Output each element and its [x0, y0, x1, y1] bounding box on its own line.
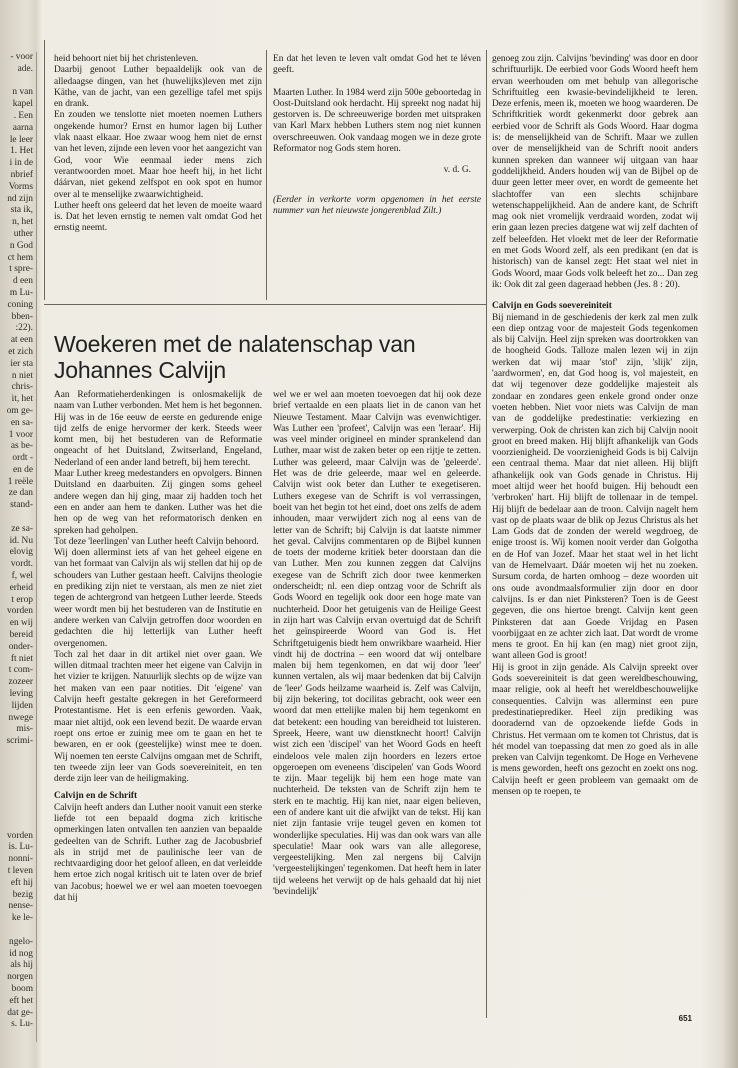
paragraph: Wij doen allerminst iets af van het geheel eigene en van het formaat van Calvijn als wij stellen dat hij op de schouders van Luther gestaan heeft. Calvijns theologie en prediking zijn niet te verstaan, als men ze niet ziet tegen de achtergrond van hetgeen Luther leerde. Steeds weer wordt men bij het bestuderen van de Institutie en andere werken van Calvijn getroffen door woorden en gedachten die hij letterlijk van Luther heeft overgenomen.: [54, 548, 262, 649]
edge-fragment: nonni-: [8, 854, 33, 865]
paragraph: Aan Reformatieherdenkingen is onlosmakelijk de naam van Luther verbonden. Met hem is het begonnen. Hij was in de 16e eeuw de eerste en gedurende enige tijd zelfs de enige hervormer der kerk. Steeds weer komt men, bij het bestuderen van de Reformatie ongeacht of het Duitsland, Zwitserland, Engeland, Nederland of een ander land betreft, bij hem terecht.: [54, 390, 262, 468]
source-note: (Eerder in verkorte vorm opgenomen in het eerste nummer van het nieuwste jongerenblad Zilt.): [273, 194, 481, 216]
edge-fragment: [0, 819, 36, 831]
edge-fragment: [0, 807, 36, 819]
column-rule-2: [486, 50, 487, 1018]
edge-fragment: ze sa-: [11, 523, 33, 534]
paragraph: Hij is groot in zijn genáde. Als Calvijn spreekt over Gods soevereiniteit is dat geen wereldbeschouwing, maar religie, ook al heeft het wereldbeschouwelijke consequenties. Calvijn was allerminst een pure predestinatieprediker. Heel zijn prediking was dooradernd van de opzoekende liefde Gods in Christus. Het vermaan om te komen tot Christus, dat is hét model van toepassing dat men zo goed als in alle preken van Calvijn tegenkomt. De Hoge en Verhevene is mens geworden, heeft ons gezocht en zoekt ons nog. Calvijn heeft er geen probleem van gemaakt om de mensen op te roepen, te: [492, 662, 698, 797]
paragraph: Calvijn heeft anders dan Luther nooit vanuit een sterke liefde tot een bepaald dogma zich kritische opmerkingen laten ontvallen ten aanzien van bepaalde gedeelten van de Schrift. Luther zag de Jacobusbrief als in strijd met de paulinische leer van de rechtvaardiging door het geloof alleen, en dat verleidde hem ertoe zich nogal kritisch uit te laten over de brief van Jacobus; hoewel we er wel aan moeten toevoegen dat hij: [54, 802, 262, 904]
top-column-2: [273, 54, 481, 217]
column-rule-1: [266, 50, 267, 300]
edge-fragment: [0, 512, 36, 524]
edge-fragment: nd zijn: [7, 193, 33, 204]
edge-fragment: dat ge-: [7, 1007, 33, 1018]
edge-fragment: nbrief: [10, 169, 33, 180]
paragraph: Bij niemand in de geschiedenis der kerk zal men zulk een diep ontzag voor de majesteit Gods tegenkomen als bij Calvijn. Heel zijn spreken was doortrokken van de hoogheid Gods. Talloze malen lezen wij in zijn werken dat wij maar 'stof' zijn, 'slijk' zijn, 'aardwormen', en, dat God hoog is, vol majesteit, en dat wij tegenover deze goddelijke majesteit als zondaar en zondares geen enkele grond onder onze voeten hebben. Niet voor niets was Calvijn de man van de goddelijke predestinatie: verkiezing en verwerping. Ook de christen kan zich bij Calvijn nooit groot en breed maken. Hij blijft afhankelijk van Gods voorzienigheid. De voorzienigheid Gods is bij Calvijn een centraal thema. Maar dat niet alleen. Hij blijft afhankelijk ook van Gods genade in Christus. Hij moet altijd weer het hoofd buigen. Hij behoudt een 'verbroken' hart. Hij blijft de tollenaar in de tempel. Hij blijft de bedelaar aan de troon. Calvijn nagelt hem vast op de plaats waar de blik op Jezus Christus als het Lam Gods dat de zonden der wereld wegdroeg, de enige troost is. Wij komen nooit verder dan Golgotha en de Hof van Jozef. Maar het staat wel in het licht van de Hemelvaart. Dáár moeten wij het nu zoeken. Sursum corda, de harten omhoog – deze woorden uit ons oude avondmaalsformulier zijn door en door calvijns. Is er dan niet Pinksteren? Toen is de Geest gegeven, die ons hiertoe brengt. Calvijn kent geen Pinksteren dat aan Goede Vrijdag en Pasen voorbijgaat en ze achter zich laat. Dat wordt de vrome mens te groot. En hij kan (en mag) niet groot zijn, want alleen God is groot!: [492, 312, 698, 662]
edge-fragment: n, het: [12, 217, 33, 228]
edge-fragment: ade.: [17, 63, 33, 74]
edge-fragment: norgen: [7, 972, 33, 983]
edge-fragment: at een: [10, 335, 33, 346]
edge-fragment: eft het: [9, 995, 33, 1006]
edge-fragment: sta ik,: [10, 205, 33, 216]
edge-fragment: nwege: [8, 712, 33, 723]
paragraph: Tot deze 'leerlingen' van Luther heeft Calvijn behoord.: [54, 536, 259, 547]
author-signature: v. d. G.: [443, 165, 471, 176]
left-column-rule: [44, 40, 45, 300]
edge-fragment: s. Lu-: [11, 1019, 33, 1030]
edge-fragment: n God: [9, 240, 33, 251]
edge-fragment: bezig: [12, 889, 33, 900]
edge-fragment: ct hem: [7, 252, 33, 263]
edge-fragment: le leer: [9, 134, 33, 145]
edge-fragment: 1 voor: [8, 429, 33, 440]
paragraph: genoeg zou zijn. Calvijns 'bevinding' was door en door schriftuurlijk. De eerbied voor Gods Woord heeft hem ervan weerhouden om met behulp van allegorische Schriftuitleg een kwasie-bevindelijkheid te leren. Deze erfenis, meen ik, moeten we hoog waarderen. De Schriftkritiek wordt gekenmerkt door gebrek aan eerbied voor de Schrift als Gods Woord. Haar dogma is: de menselijkheid van de Schrift. Maar we zullen over de menselijkheid van de Schrift nooit anders kunnen spreken dan wanneer wij uitgaan van haar goddelijkheid. Anders houden wij van de Bijbel op de duur geen letter meer over, en wordt de gemeente het slachtoffer van een slechts schijnbare wetenschappelijkheid. Aan de andere kant, de Schrift mag ook niet vromelijk verdraaid worden, zodat wij erin gaan lezen precies datgene wat wij zelf dachten of zelf beleefden. Het vloekt met de leer der Reformatie en met Gods Woord zelf, als een predikant (en dat is historisch) van de kansel zegt: Het staat wel niet in Gods Woord, maar Gods volk beleeft het zo... Dan zeg ik: Ook dit zal geen dageraad hebben (Jes. 8 : 20).: [492, 54, 698, 290]
edge-fragment: 1 reële: [7, 476, 33, 487]
edge-fragment: onder-: [8, 641, 33, 652]
paragraph: heid behoort niet bij het christenleven.: [54, 54, 199, 64]
edge-fragment: is. Lu-: [8, 842, 33, 853]
edge-fragment: leving: [9, 689, 33, 700]
edge-fragment: i in de: [9, 158, 33, 169]
edge-fragment: scrimi-: [6, 736, 33, 747]
page-number: 651: [678, 1014, 692, 1023]
edge-fragment: eft hij: [10, 877, 33, 888]
article-headline: Woekeren met de nalatenschap van Johannes Calvijn: [54, 331, 416, 384]
edge-fragment: f, wel: [11, 571, 33, 582]
edge-fragment: en sa-: [10, 417, 33, 428]
edge-fragment: it, het: [11, 394, 33, 405]
article-column-2: [273, 390, 481, 898]
edge-fragment: vorden: [6, 606, 33, 617]
top-column-1: [54, 54, 262, 235]
edge-fragment: chris-: [11, 382, 33, 393]
paragraph: wel we er wel aan moeten toevoegen dat hij ook deze brief vertaalde en een plaats liet in de canon van het Nieuwe Testament. Maar Calvijn was evenwichtiger. Was Luther een 'profeet', Calvijn was een 'leraar'. Hij was veel minder origineel en minder sprankelend dan Luther, maar wist de zaken beter op een rijtje te zetten. Luther was geleerd, maar Calvijn was de 'geleerde'. Het was de drie geleerde, maar wel en geleerde. Calvijn wist ook beter dan Luther te exegetiseren. Luthers exegese van de Schrift is vol verrassingen, boeit van het begin tot het eind, doet ons zelfs de adem inhouden, maar verwijdert zich nog al eens van de letter van de Schrift; bij Calvijn is dat laatste nimmer het geval. Calvijns commentaren op de Bijbel kunnen de toets der moderne kritiek beter doorstaan dan die van Luther. Men zou kunnen zeggen dat Calvijns exegese van de Schrift zich door twee kenmerken onderscheidt; nl. een diep ontzag voor de Schrift als Gods Woord en tegelijk ook door een hoge mate van nuchterheid. Door het getuigenis van de Heilige Geest in zijn hart was Calvijn ervan overtuigd dat de Schrift het geïnspireerde Woord van God is. Het Schriftgetuigenis biedt hem onwrikbare waarheid. Hier vindt hij de doctrina – een woord dat wij ontelbare malen bij hem tegenkomen, en dat wij door 'leer' kunnen vertalen, als wij maar bedenken dat bij Calvijn de 'leer' Gods heilzame waarheid is. Zelf was Calvijn, bij zijn bekering, tot docilitas gebracht, ook weer een woord dat men ettelijke malen bij hem tegenkomt en dat betekent: een houding van bereidheid tot luisteren. Spreek, Heere, want uw dienstknecht hoort! Calvijn wist zich een 'discipel' van het Woord Gods en heeft eindeloos vele malen zijn hoorders en lezers ertoe opgeroepen om eveneens 'discipelen' van Gods Woord te zijn. Maar tegelijk bij hem een hoge mate van nuchterheid. De teksten van de Schrift zijn hem te sterk en te machtig. Hij kan niet, naar eigen believen, een of andere kant uit die afwijkt van de tekst. Hij kan niet zijn fantasie vrije teugel geven en komen tot wonderlijke speculaties. Hij was dan ook wars van alle speculatie! Maar ook wars van alle allegorese, vergeestelijking. Men zal nergens bij Calvijn 'vergeestelijkingen' tegenkomen. Dat heeft hem in later tijd weleens het verwijt op de hals gehaald dat hij niet 'bevindelijk': [273, 390, 481, 898]
edge-fragment: id nog: [9, 948, 33, 959]
edge-fragment: en de: [12, 464, 33, 475]
edge-fragment: n van: [12, 87, 33, 98]
edge-fragment: ze dan: [8, 488, 33, 499]
edge-fragment: Vorms: [8, 181, 33, 192]
edge-fragment: [0, 795, 36, 807]
edge-fragment: . Een: [13, 110, 33, 121]
edge-fragment: boom: [11, 983, 33, 994]
edge-fragment: m Lu-: [9, 287, 33, 298]
edge-fragment: ke le-: [11, 913, 33, 924]
edge-fragment: t spre-: [9, 264, 33, 275]
edge-fragment: aarna: [12, 122, 33, 133]
paragraph: Maar Luther kreeg medestanders en opvolgers. Binnen Duitsland en daarbuiten. Zij gingen soms geheel andere wegen dan hij ging, maar zij hadden toch het een en ander aan hem te danken. Luther was het die hen op de weg van het reformatorisch denken en spreken had geholpen.: [54, 469, 262, 536]
edge-fragment: coning: [7, 299, 33, 310]
edge-fragment: - voor: [10, 52, 33, 62]
edge-fragment: 1. Het: [10, 146, 33, 157]
edge-fragment: bereid: [9, 630, 33, 641]
edge-fragment: [0, 76, 36, 88]
section-heading: Calvijn en Gods soevereiniteit: [492, 301, 612, 312]
paragraph: Daarbij genoot Luther bepaaldelijk ook van de alledaagse dingen, van het (huwelijks)leven met zijn Käthe, van de jacht, van een gezellige tafel met spijs en drank.: [54, 65, 262, 110]
edge-fragment: [0, 783, 36, 795]
edge-fragment: stand-: [10, 500, 33, 511]
article-column-1: [54, 390, 262, 904]
paragraph: Luther heeft ons geleerd dat het leven de moeite waard is. Dat het leven ernstig te nemen valt omdat God het ernstig neemt.: [54, 200, 262, 234]
edge-fragment: t erop: [11, 594, 33, 605]
edge-fragment: as be-: [10, 441, 33, 452]
section-divider: [44, 304, 486, 305]
edge-fragment: lijden: [11, 700, 33, 711]
edge-fragment: ordt -: [12, 453, 33, 464]
edge-fragment: n niet: [11, 370, 33, 381]
section-heading: Calvijn en de Schrift: [54, 791, 138, 802]
edge-fragment: t leven: [7, 865, 33, 876]
edge-fragment: om ge-: [6, 405, 33, 416]
edge-fragment: vordt.: [10, 559, 33, 570]
edge-fragment: en wij: [9, 618, 33, 629]
paragraph: Maarten Luther. In 1984 werd zijn 500e geboortedag in Oost-Duitsland ook herdacht. Hij spreekt nog nadat hij gestorven is. De schreeuwerige borden met uitspraken van Karl Marx hebben Luthers stem nog niet kunnen overschreeuwen. Ook vandaag mogen we in deze grote Reformator nog Gods stem horen.: [273, 87, 482, 155]
edge-fragment: bben-: [11, 311, 33, 322]
edge-fragment: :22).: [15, 323, 33, 334]
edge-fragment: ft niet: [10, 653, 33, 664]
edge-fragment: [0, 760, 36, 772]
edge-fragment: kapel: [12, 99, 33, 110]
edge-fragment: als hij: [10, 960, 33, 971]
edge-fragment: [0, 772, 36, 784]
edge-fragment: zozeer: [8, 677, 33, 688]
paragraph: En zouden we tenslotte niet moeten noemen Luthers ongekende humor? Ernst en humor lagen bij Luther vlak naast elkaar. Hoe zwaar woog hem niet de ernst van het leven, zijnde een leven voor het aangezicht van God, voor Wie eenmaal ieder mens zich verantwoorden moet. Maar hoe heeft hij, in het licht dáárvan, niet gekend zelfspot en ook spot en humor over al te menselijke zwaarwichtigheid.: [54, 110, 262, 200]
previous-page-edge: [0, 52, 37, 1042]
edge-fragment: id. Nu: [9, 535, 33, 546]
edge-fragment: ier sta: [10, 358, 33, 369]
paragraph: En dat het leven te leven valt omdat God het te léven geeft.: [273, 54, 481, 76]
magazine-page: [44, 40, 706, 1030]
edge-fragment: [0, 925, 36, 937]
edge-fragment: [0, 748, 36, 760]
edge-fragment: ngelo-: [9, 936, 33, 947]
article-column-3: [492, 54, 698, 798]
edge-fragment: elovig: [9, 547, 33, 558]
edge-fragment: mis-: [16, 724, 33, 735]
paragraph: Toch zal het daar in dit artikel niet over gaan. We willen ditmaal trachten meer het eigene van Calvijn in het vizier te krijgen. Natuurlijk slechts op de wijze van het maken van een paar notities. Dit 'eigene' van Calvijn heeft gestalte gekregen in het Gereformeerd Protestantisme. Het is een erfenis geworden. Vaak, maar niet altijd, ook een levend bezit. De waarde ervan roept ons ertoe er zuinig mee om te gaan en het te bewaren, en er ook (geestelijke) winst mee te doen. Wij noemen ten eerste Calvijns omgaan met de Schrift, ten tweede zijn leer van Gods soevereiniteit, en ten derde zijn leer van de heiligmaking.: [54, 649, 262, 785]
edge-fragment: t com-: [8, 665, 33, 676]
edge-fragment: d een: [12, 276, 33, 287]
edge-fragment: vorden: [6, 830, 33, 841]
edge-fragment: et zich: [8, 346, 33, 357]
edge-fragment: nense-: [8, 901, 33, 912]
edge-fragment: erheid: [9, 582, 33, 593]
edge-fragment: uther: [13, 228, 33, 239]
